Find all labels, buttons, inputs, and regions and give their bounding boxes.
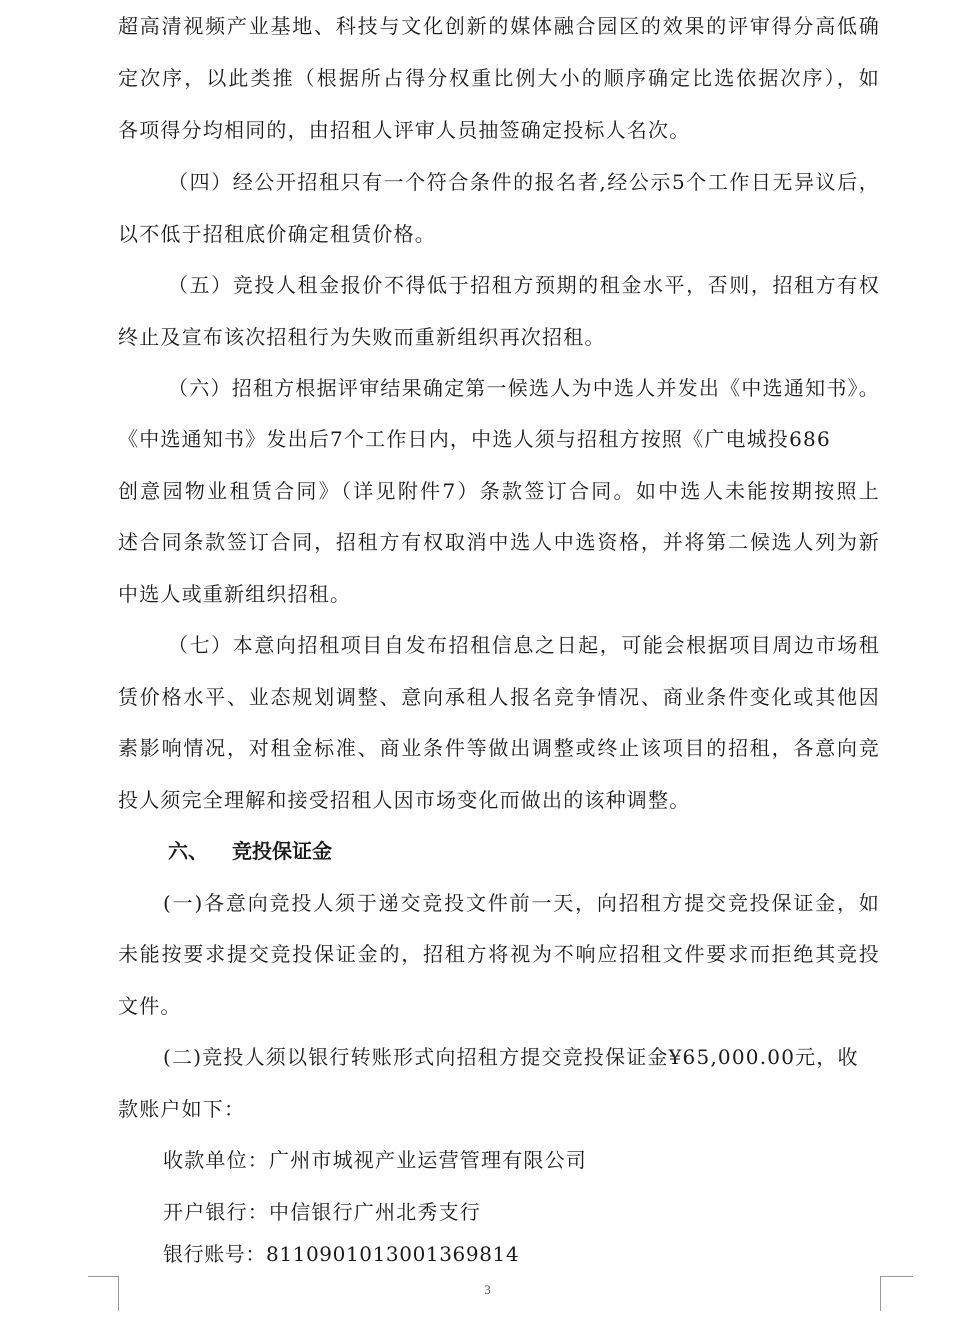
body-line: 定次序，以此类推（根据所占得分权重比例大小的顺序确定比选依据次序），如 (118, 66, 880, 90)
clause-6-line: 述合同条款签订合同，招租方有权取消中选人中选资格，并将第二候选人列为新 (118, 530, 880, 554)
deposit-clause-2-line: (二)竞投人须以银行转账形式向招租方提交竞投保证金¥65,000.00元，收 (163, 1045, 859, 1069)
section-title: 竞投保证金 (232, 839, 332, 863)
clause-6-line: 《中选通知书》发出后7个工作日内，中选人须与招租方按照《广电城投686 (118, 427, 831, 451)
deposit-clause-1-line: 未能按要求提交竞投保证金的，招租方将视为不响应招租文件要求而拒绝其竞投 (118, 942, 880, 966)
body-line: 超高清视频产业基地、科技与文化创新的媒体融合园区的效果的评审得分高低确 (118, 14, 880, 38)
clause-7-line: （七）本意向招租项目自发布招租信息之日起，可能会根据项目周边市场租 (168, 633, 880, 657)
deposit-clause-1-line: (一)各意向竞投人须于递交竞投文件前一天，向招租方提交竞投保证金，如 (163, 891, 880, 915)
clause-7-line: 投人须完全理解和接受招租人因市场变化而做出的该种调整。 (118, 788, 691, 812)
clause-6-line: 中选人或重新组织招租。 (118, 582, 352, 606)
deposit-clause-2-line: 款账户如下： (118, 1097, 246, 1121)
clause-6-line: （六）招租方根据评审结果确定第一候选人为中选人并发出《中选通知书》。 (168, 376, 880, 400)
body-line: 各项得分均相同的，由招租人评审人员抽签确定投标人名次。 (118, 118, 691, 142)
clause-5-line: 终止及宣布该次招租行为失败而重新组织再次招租。 (118, 325, 606, 349)
section-heading (168, 837, 332, 865)
payee-field: 收款单位：广州市城视产业运营管理有限公司 (163, 1148, 587, 1172)
clause-4-line: （四）经公开招租只有一个符合条件的报名者,经公示5个工作日无异议后， (168, 170, 880, 194)
bank-field: 开户银行：中信银行广州北秀支行 (163, 1200, 481, 1224)
clause-4-line: 以不低于招租底价确定租赁价格。 (118, 222, 436, 246)
account-number-field: 银行账号：8110901013001369814 (163, 1242, 520, 1266)
clause-7-line: 素影响情况，对租金标准、商业条件等做出调整或终止该项目的招租，各意向竞 (118, 736, 880, 760)
clause-6-line: 创意园物业租赁合同》（详见附件7）条款签订合同。如中选人未能按期按照上 (118, 479, 880, 503)
page-number: 3 (484, 1282, 491, 1297)
clause-5-line: （五）竞投人租金报价不得低于招租方预期的租金水平，否则，招租方有权 (168, 273, 880, 297)
clause-7-line: 赁价格水平、业态规划调整、意向承租人报名竞争情况、商业条件变化或其他因 (118, 685, 880, 709)
deposit-clause-1-line: 文件。 (118, 994, 182, 1018)
section-number: 六、 (168, 839, 208, 863)
